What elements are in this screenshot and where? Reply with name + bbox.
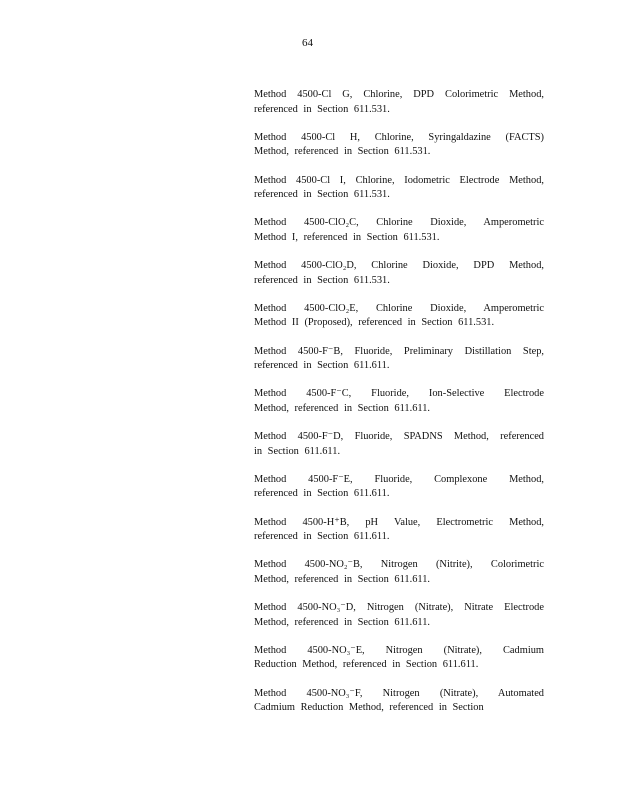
method-entry [254,644,544,673]
method-entry-line-1: Method 4500-ClO₂C, Chlorine Dioxide, Amperometric [254,217,544,229]
method-entry [254,216,544,245]
method-entry [254,345,544,374]
method-entry-line-2: Method, referenced in Section 611.531. [254,146,431,158]
method-entry-line-1: Method 4500-H⁺B, pH Value, Electrometric Method, [254,516,544,528]
method-entry [254,259,544,288]
method-entry [254,88,544,117]
method-entry-line-1: Method 4500-NO₃⁻F, Nitrogen (Nitrate), Automated [254,687,544,699]
page-number: 64 [302,37,313,49]
method-entry-line-2: Method, referenced in Section 611.611. [254,402,430,414]
method-entry-line-1: Method 4500-ClO₂D, Chlorine Dioxide, DPD Method, [254,260,544,271]
method-entry-line-1: Method 4500-NO₃⁻D, Nitrogen (Nitrate), Nitrate Electrode [254,602,544,613]
method-entry [254,174,544,203]
method-entry-line-1: Method 4500-NO₂⁻B, Nitrogen (Nitrite), Colorimetric [254,559,544,571]
method-entry-line-1: Method 4500-ClO₂E, Chlorine Dioxide, Amperometric [254,302,544,314]
method-entry [254,516,544,545]
method-entry-line-2: in Section 611.611. [254,445,341,457]
method-entry-line-2: Method, referenced in Section 611.611. [254,573,430,585]
method-entry-line-2: referenced in Section 611.531. [254,103,390,115]
method-entry-line-1: Method 4500-F⁻B, Fluoride, Preliminary Distillation Step, [254,345,544,357]
method-entry-line-2: Method, referenced in Section 611.611. [254,616,430,628]
method-entry-line-2: referenced in Section 611.611. [254,531,390,542]
method-entry [254,302,544,331]
method-entry-line-2: referenced in Section 611.611. [254,488,390,500]
method-entry-line-2: referenced in Section 611.531. [254,189,390,200]
method-entry [254,430,544,459]
method-entry-line-1: Method 4500-NO₃⁻E, Nitrogen (Nitrate), Cadmium [254,644,544,656]
method-entry-line-1: Method 4500-Cl G, Chlorine, DPD Colorimetric Method, [254,89,544,100]
method-entry-line-1: Method 4500-F⁻D, Fluoride, SPADNS Method, referenced [254,431,544,442]
method-entry-line-2: referenced in Section 611.611. [254,360,390,371]
method-entry-line-1: Method 4500-F⁻C, Fluoride, Ion-Selective Electrode [254,388,544,400]
method-entry-line-1: Method 4500-Cl H, Chlorine, Syringaldazine (FACTS) [254,131,544,143]
method-entry [254,473,544,502]
method-entry [254,131,544,160]
method-entry-line-2: Cadmium Reduction Method, referenced in Section [254,702,484,713]
method-entry-line-1: Method 4500-F⁻E, Fluoride, Complexone Method, [254,473,544,485]
method-entry-line-2: referenced in Section 611.531. [254,274,390,286]
method-list [254,88,544,729]
method-entry-line-2: Method II (Proposed), referenced in Section 611.531. [254,317,495,329]
method-entry-line-2: Reduction Method, referenced in Section 611.611. [254,659,479,671]
method-entry [254,687,544,716]
method-entry-line-1: Method 4500-Cl I, Chlorine, Iodometric Electrode Method, [254,174,544,186]
method-entry [254,387,544,416]
method-entry [254,601,544,630]
method-entry-line-2: Method I, referenced in Section 611.531. [254,231,440,243]
method-entry [254,558,544,587]
